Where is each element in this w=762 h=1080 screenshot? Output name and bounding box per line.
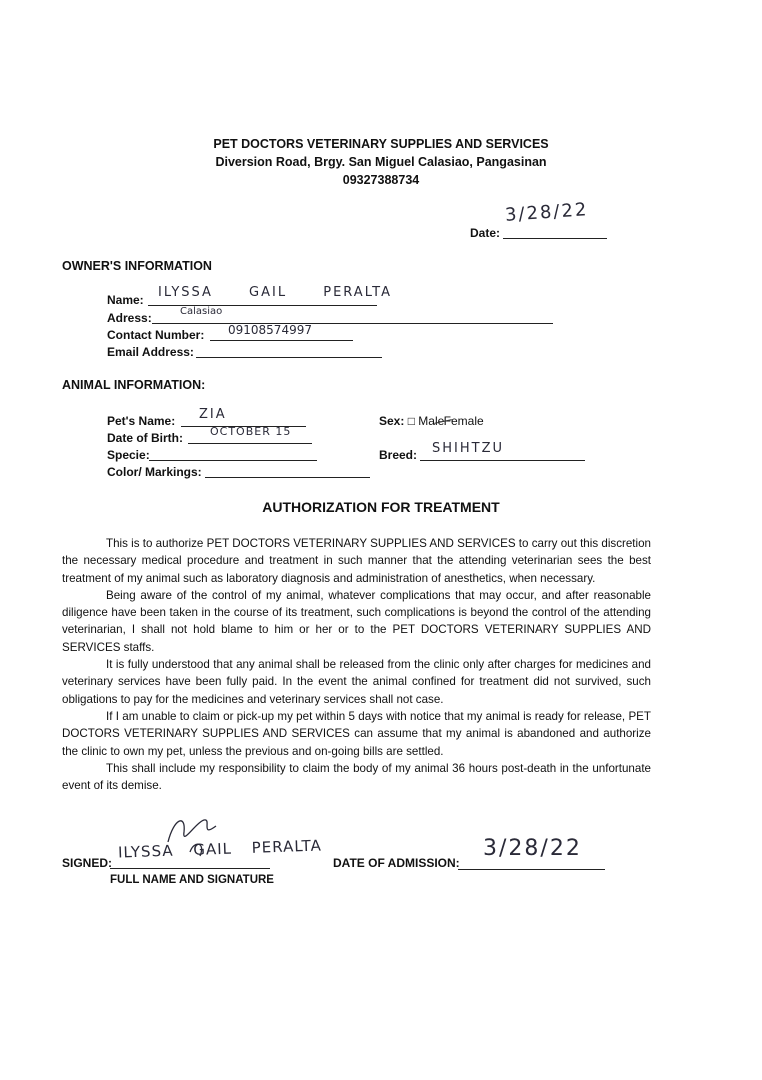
admission-date-value: 3/28/22: [483, 836, 582, 861]
paragraph: This shall include my responsibility to claim the body of my animal 36 hours post-death in the unfortunate event of its demise.: [62, 761, 651, 793]
paragraph: It is fully understood that any animal shall be released from the clinic only after charges for medicines and veterinary services have been fully paid. In the event the animal confined for treatment did not survived, such obligations to pay for the medicines and veterinary services shall not case.: [62, 658, 651, 706]
owner-section-title: OWNER'S INFORMATION: [62, 259, 212, 273]
owner-contact-line: [210, 340, 353, 341]
date-line: [503, 238, 607, 239]
sex-female-option: [444, 414, 484, 428]
admission-date-line: [458, 869, 605, 870]
sex-field: [379, 414, 484, 428]
owner-name-label: Name:: [107, 293, 144, 307]
breed-label: Breed:: [379, 448, 418, 462]
date-label: Date:: [470, 226, 501, 240]
pet-name-label: Pet's Name:: [107, 414, 176, 428]
sex-checkbox-icon: □: [407, 414, 415, 428]
color-line: [205, 477, 370, 478]
owner-name-value: ILYSSA GAIL PERALTA: [158, 285, 392, 300]
authorization-body: [62, 535, 651, 794]
admission-date-label: DATE OF ADMISSION:: [333, 856, 460, 870]
paragraph: If I am unable to claim or pick-up my pet within 5 days with notice that my animal is ready for release, PET DOCTORS VETERINARY SUPPLIES AND SERVICES can assume that my animal is abandoned and authorize the clinic to own my pet, unless the previous and on-going bills are settled.: [62, 709, 651, 758]
paragraph: Being aware of the control of my animal, whatever complications that may occur, and after reasonable diligence have been taken in the course of its treatment, such complications is beyond the control of the attending veterinarian, I shall not hold blame to him or her or to the PET DOCTORS VETERINARY SUPPLIES AND SERVICES staffs.: [62, 588, 651, 654]
breed-value: SHIHTZU: [432, 441, 504, 456]
color-label: Color/ Markings:: [107, 465, 202, 479]
signature-value: ILYSSA GAIL PERALTA: [117, 836, 323, 862]
signed-label: SIGNED:: [62, 856, 113, 870]
clinic-name: PET DOCTORS VETERINARY SUPPLIES AND SERVICES: [213, 137, 549, 151]
signature-caption: FULL NAME AND SIGNATURE: [110, 874, 274, 886]
owner-contact-label: Contact Number:: [107, 328, 205, 342]
owner-email-label: Email Address:: [107, 345, 194, 359]
specie-line: [149, 460, 317, 461]
sex-label: Sex:: [379, 414, 405, 428]
owner-contact-value: 09108574997: [228, 323, 312, 337]
signature-line: [110, 868, 270, 869]
animal-section-title: ANIMAL INFORMATION:: [62, 378, 206, 392]
pet-name-value: ZIA: [199, 407, 227, 422]
sex-female-text: Female: [443, 414, 484, 428]
date-value: 3/28/22: [504, 199, 590, 226]
dob-label: Date of Birth:: [107, 431, 183, 445]
sex-male-option: Male: [418, 414, 445, 428]
owner-address-value: Calasiao: [180, 306, 223, 317]
dob-line: [188, 443, 312, 444]
dob-value: OCTOBER 15: [210, 425, 292, 438]
owner-address-label: Adress:: [107, 311, 152, 325]
signature-flourish-icon: [160, 812, 224, 858]
owner-address-line: [152, 323, 553, 324]
breed-line: [420, 460, 585, 461]
clinic-address: Diversion Road, Brgy. San Miguel Calasiao, Pangasinan: [215, 155, 547, 169]
owner-email-line: [196, 357, 382, 358]
paragraph: This is to authorize PET DOCTORS VETERINARY SUPPLIES AND SERVICES to carry out this discretion the necessary medical procedure and treatment in such manner that the attending veterinarian sees the best treatment of my animal such as laboratory diagnosis and administration of anesthetics, when necessary.: [62, 537, 651, 585]
clinic-phone: 09327388734: [342, 173, 420, 187]
specie-label: Specie:: [107, 448, 150, 462]
authorization-title: AUTHORIZATION FOR TREATMENT: [262, 499, 500, 515]
